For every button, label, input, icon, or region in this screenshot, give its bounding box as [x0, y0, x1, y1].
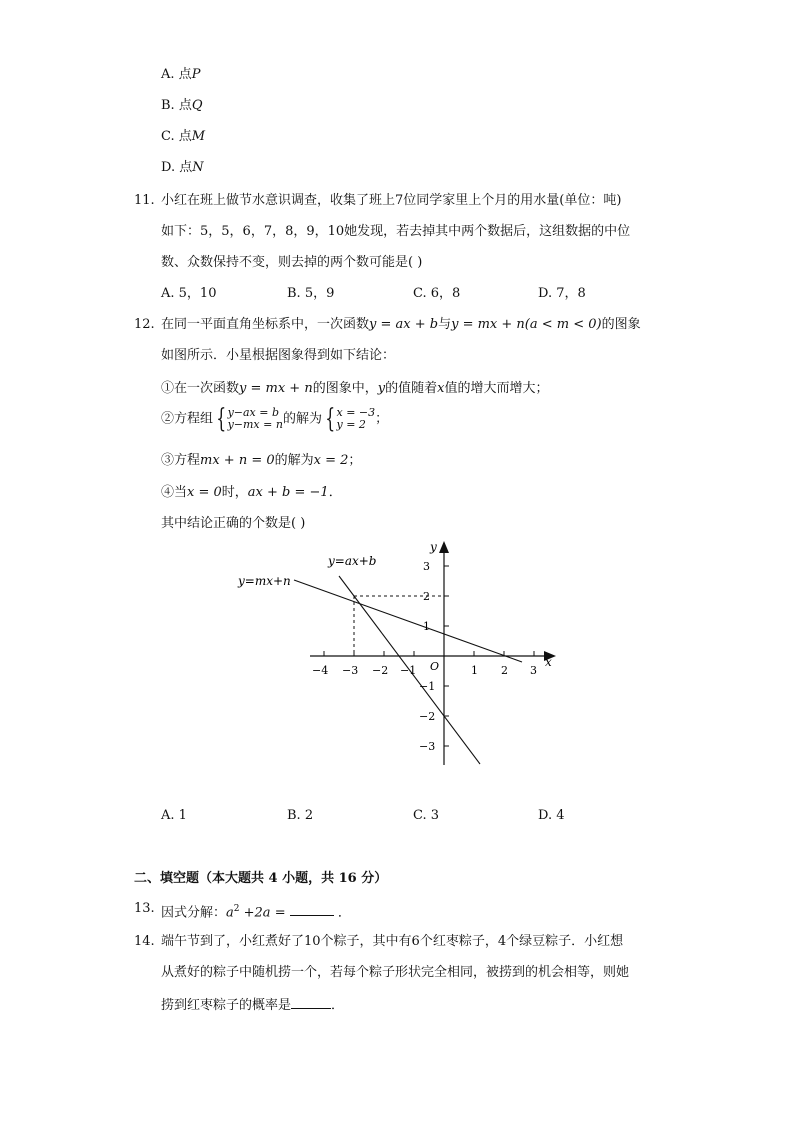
y-axis-arrow-icon [439, 541, 449, 553]
x-tick-label: −1 [400, 664, 417, 677]
q14-line1: 端午节到了，小红煮好了10个粽子，其中有6个红枣粽子，4个绿豆粽子．小红想 [161, 934, 624, 949]
x-tick-label: −4 [312, 664, 329, 677]
prev-option-d: D. 点N [161, 160, 204, 175]
origin-label: O [430, 660, 440, 673]
coordinate-graph [230, 535, 570, 775]
q14-line2: 从煮好的粽子中随机捞一个，若每个粽子形状完全相同，被捞到的机会相等，则她 [161, 965, 630, 980]
equation-system: y−ax = b y−mx = n [227, 406, 283, 431]
q11-line3: 数、众数保持不变，则去掉的两个数可能是( ) [161, 255, 423, 270]
prev-option-b: B. 点Q [161, 98, 203, 113]
x-tick-label: −2 [372, 664, 389, 677]
q11-option-b: B. 5，9 [287, 286, 335, 301]
q12-option-a: A. 1 [161, 808, 187, 823]
x-tick-label: 2 [501, 664, 508, 677]
q12-line2: 如图所示．小星根据图象得到如下结论： [161, 348, 396, 363]
prev-option-a: A. 点P [161, 67, 201, 82]
q12-option-d: D. 4 [538, 808, 565, 823]
answer-blank[interactable] [291, 996, 331, 1009]
q12-option-b: B. 2 [287, 808, 314, 823]
q12-option-c: C. 3 [413, 808, 440, 823]
q13-text: 因式分解：$a^2 +2a$ = ． [161, 904, 351, 921]
y-tick-label: −2 [419, 710, 436, 723]
q12-line1: 在同一平面直角坐标系中，一次函数y = ax + b与y = mx + n(a < m < 0)的图象 [161, 317, 641, 332]
q13-number: 13. [134, 901, 155, 916]
answer-blank[interactable] [290, 903, 334, 916]
solution-system: x = −3 y = 2 [336, 406, 376, 431]
y-tick-label: −3 [419, 740, 436, 753]
left-brace-icon: { [216, 404, 227, 434]
q11-option-a: A. 5，10 [161, 286, 217, 301]
x-tick-label: 3 [530, 664, 537, 677]
q14-number: 14. [134, 934, 155, 949]
x-tick-label: 1 [471, 664, 478, 677]
x-axis-label: x [545, 655, 552, 669]
q12-question: 其中结论正确的个数是( ) [161, 516, 306, 531]
q11-line1: 小红在班上做节水意识调查，收集了班上7位同学家里上个月的用水量(单位：吨) [161, 193, 622, 208]
q14-line3: 捞到红枣粽子的概率是 ． [161, 998, 345, 1013]
prev-option-c: C. 点M [161, 129, 206, 144]
q12-number: 12. [134, 317, 155, 332]
y-tick-label: 3 [423, 560, 430, 573]
y-axis-label: y [430, 540, 437, 554]
y-tick-label: 1 [423, 620, 430, 633]
q12-conclusion-3: ③方程mx + n = 0的解为x = 2； [161, 453, 362, 468]
y-tick-label: 2 [423, 590, 430, 603]
line-mx-plus-n [294, 580, 522, 662]
label-ax-plus-b: y=ax+b [328, 554, 377, 568]
q12-conclusion-2: ②方程组 {y−ax = b y−mx = n的解为 {x = −3 y = 2 ； [161, 404, 389, 434]
q11-line2: 如下：5，5，6，7，8，9，10她发现，若去掉其中两个数据后，这组数据的中位 [161, 224, 631, 239]
q11-option-d: D. 7，8 [538, 286, 586, 301]
section-heading: 二、填空题（本大题共 4 小题，共 16 分） [134, 871, 388, 886]
label-mx-plus-n: y=mx+n [238, 574, 291, 588]
y-tick-label: −1 [419, 680, 436, 693]
q12-conclusion-1: ①在一次函数y = mx + n的图象中，y的值随着x值的增大而增大； [161, 381, 549, 396]
x-tick-label: −3 [342, 664, 359, 677]
q11-option-c: C. 6，8 [413, 286, 461, 301]
q11-number: 11. [134, 193, 155, 208]
q12-conclusion-4: ④当x = 0时，ax + b = −1． [161, 485, 342, 500]
left-brace-icon: { [325, 404, 336, 434]
